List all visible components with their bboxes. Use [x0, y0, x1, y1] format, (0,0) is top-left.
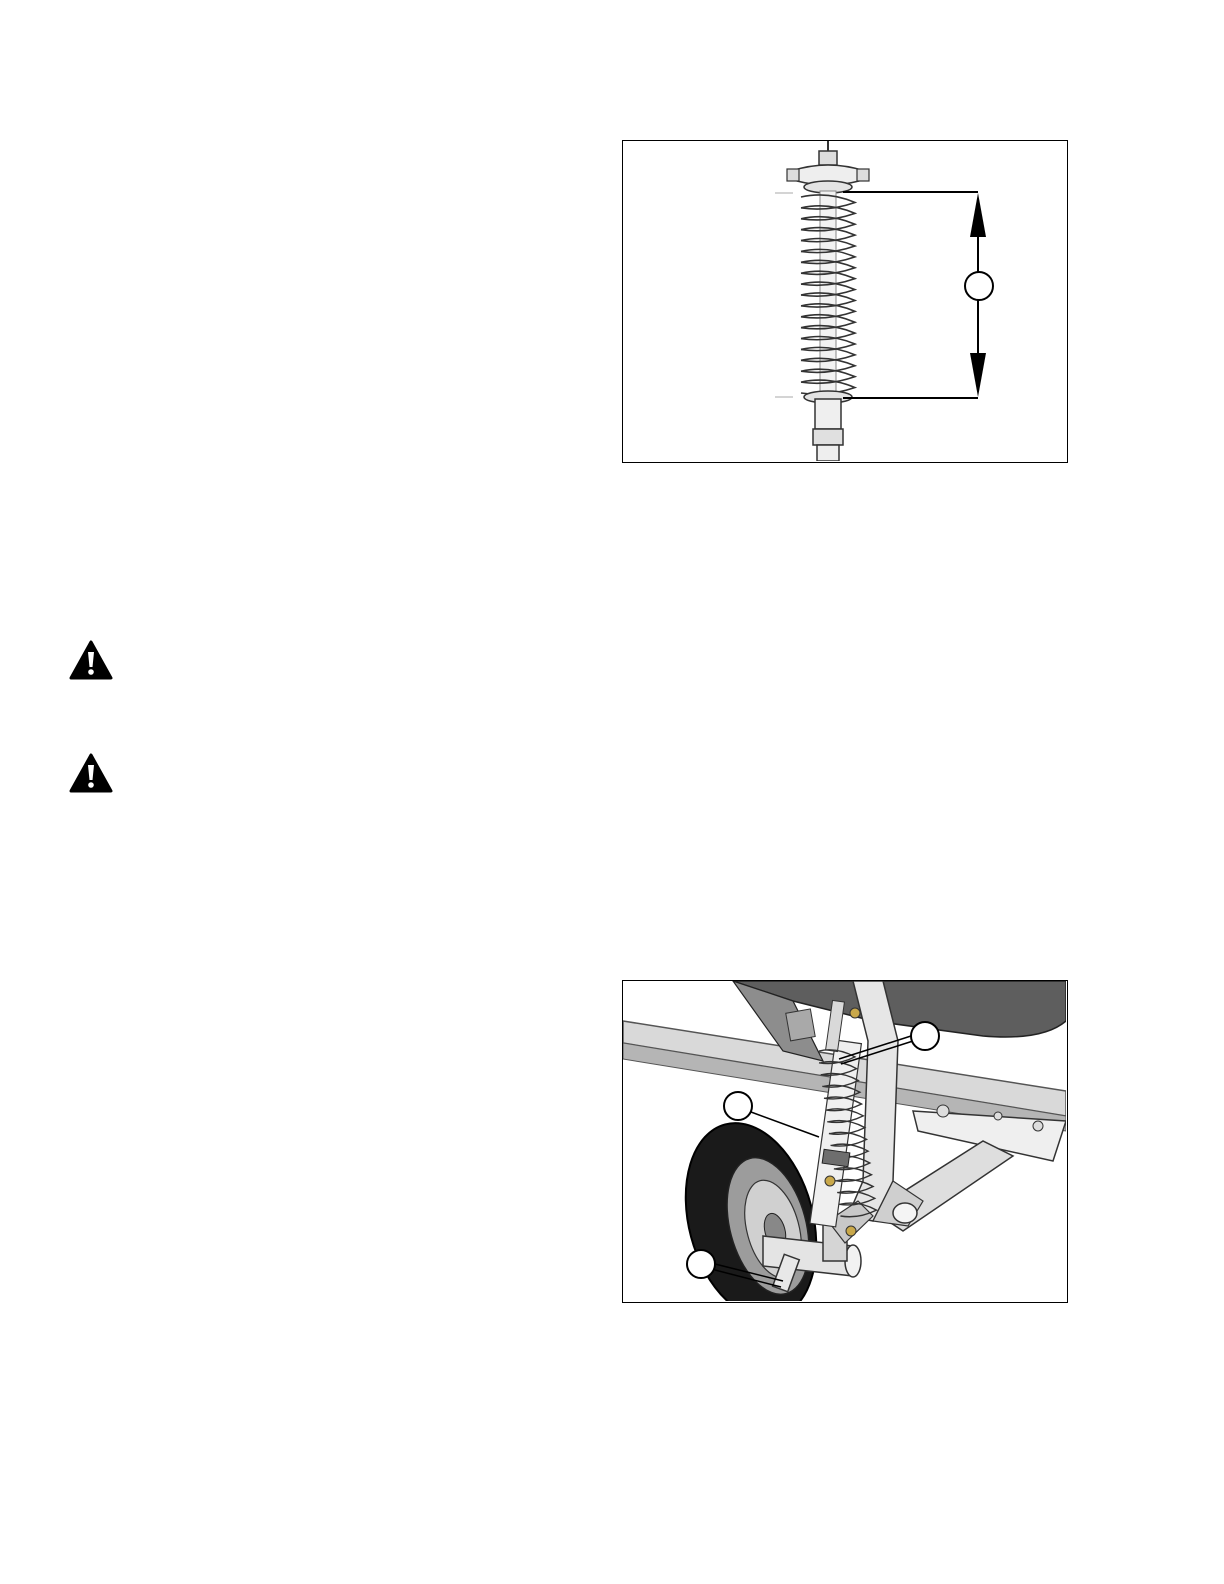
- gauge-wheel-suspension-figure: [622, 980, 1068, 1303]
- callout-bubble: [965, 272, 993, 300]
- callout-bubble: [687, 1250, 715, 1278]
- shock-spring-illustration: [623, 141, 1066, 461]
- suspension-illustration: [623, 981, 1066, 1301]
- callout-bubble: [911, 1022, 939, 1050]
- warning-triangle-icon: [69, 753, 113, 793]
- callout-bubble: [724, 1092, 752, 1120]
- warning-triangle-icon: [69, 640, 113, 680]
- spring-length-figure: [622, 140, 1068, 463]
